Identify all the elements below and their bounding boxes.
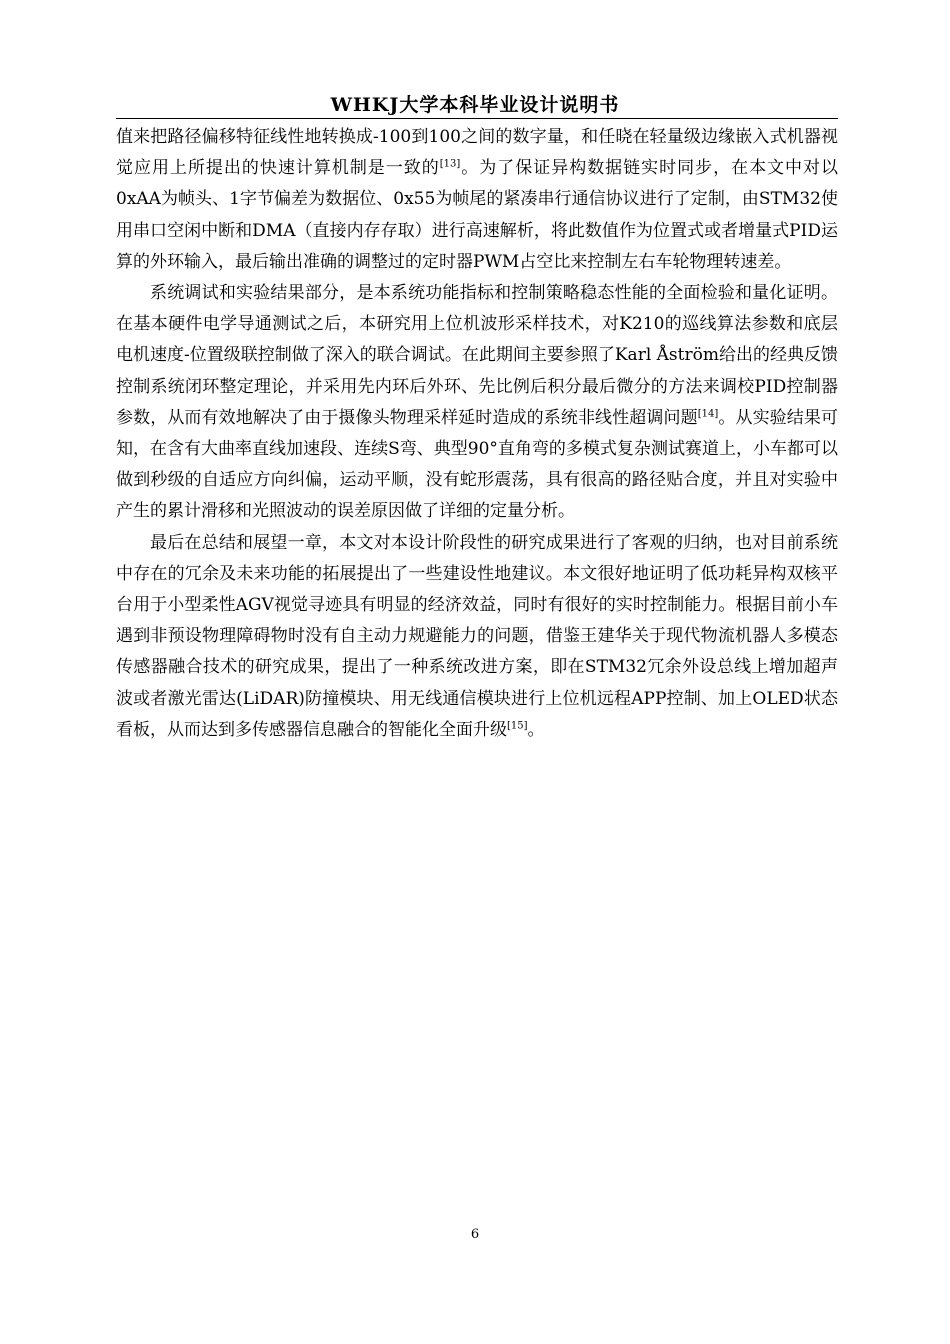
paragraph-1-text: 值来把路径偏移特征线性地转换成-100到100之间的数字量，和任晓在轻量级边缘嵌入式机器视觉应用上所提出的快速计算机制是一致的 (116, 127, 838, 179)
citation-14: [14] (697, 408, 719, 420)
paragraph-2-text: 系统调试和实验结果部分，是本系统功能指标和控制策略稳态性能的全面检验和量化证明。在基本硬件电学导通测试之后，本研究用上位机波形采样技术，对K210的巡线算法参数和底层电机速度-位置级联控制做了深入的联合调试。在此期间主要参照了Karl Åström给出的经典反馈控制系统闭环整定理论，并采用先内环后外环、先比例后积分最后微分的方法来调校PID控制器参数，从而有效地解决了由于摄像头物理采样延时造成的系统非线性超调问题 (116, 283, 838, 428)
header-rule (116, 118, 838, 119)
page-header-title: WHKJ大学本科毕业设计说明书 (330, 94, 620, 116)
paragraph-2 (116, 278, 838, 528)
body-text (116, 122, 838, 746)
citation-13: [13] (439, 158, 461, 170)
citation-15: [15] (507, 720, 528, 732)
page-number: 6 (470, 1227, 480, 1242)
paragraph-2-tail: 。从实验结果可知，在含有大曲率直线加速段、连续S弯、典型90°直角弯的多模式复杂测试赛道上，小车都可以做到秒级的自适应方向纠偏，运动平顺，没有蛇形震荡，具有很高的路径贴合度，并且对实验中产生的累计滑移和光照波动的误差原因做了详细的定量分析。 (116, 407, 839, 522)
paragraph-3 (116, 528, 838, 746)
paragraph-3-text: 最后在总结和展望一章，本文对本设计阶段性的研究成果进行了客观的归纳，也对目前系统中存在的冗余及未来功能的拓展提出了一些建设性地建议。本文很好地证明了低功耗异构双核平台用于小型柔性AGV视觉寻迹具有明显的经济效益，同时有很好的实时控制能力。根据目前小车遇到非预设物理障碍物时没有自主动力规避能力的问题，借鉴王建华关于现代物流机器人多模态传感器融合技术的研究成果，提出了一种系统改进方案，即在STM32冗余外设总线上增加超声波或者激光雷达(LiDAR)防撞模块、用无线通信模块进行上位机远程APP控制、加上OLED状态看板，从而达到多传感器信息融合的智能化全面升级 (116, 532, 838, 740)
paragraph-1-tail: 。为了保证异构数据链实时同步，在本文中对以0xAA为帧头、1字节偏差为数据位、0x55为帧尾的紧凑串行通信协议进行了定制，由STM32使用串口空闲中断和DMA（直接内存存取）进行高速解析，将此数值作为位置式或者增量式PID运算的外环输入，最后输出准确的调整过的定时器PWM占空比来控制左右车轮物理转速差。 (116, 158, 839, 272)
paragraph-1 (116, 122, 838, 278)
paragraph-3-tail: 。 (527, 719, 545, 740)
